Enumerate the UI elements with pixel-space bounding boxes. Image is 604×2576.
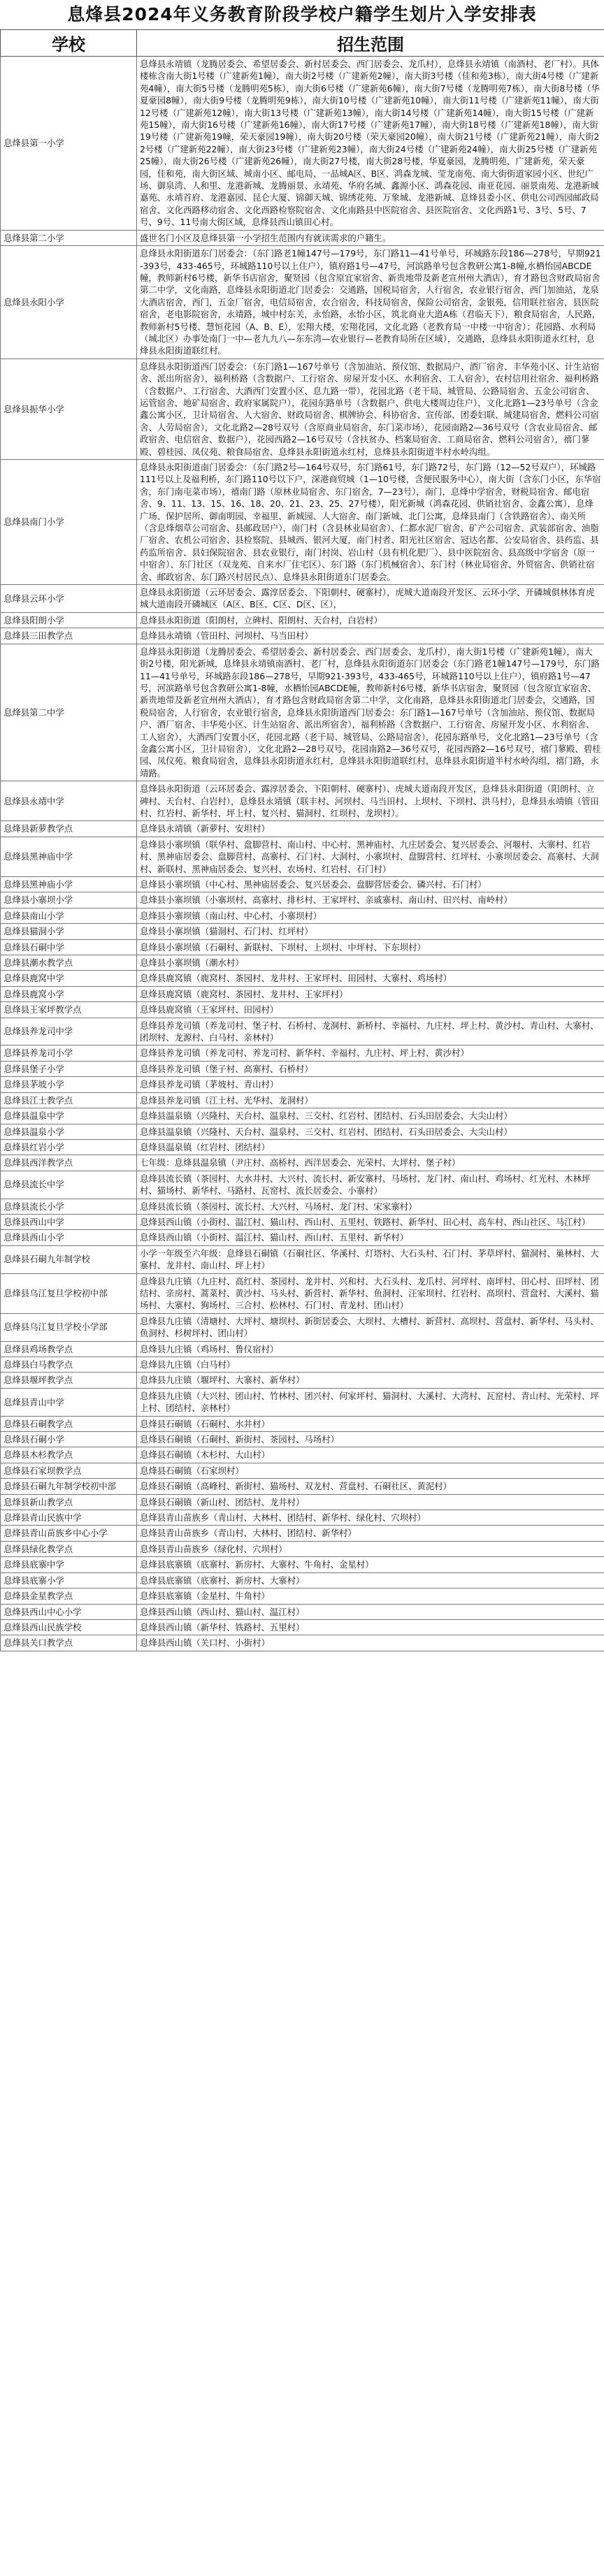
- school-name: 息烽县石硐教学点: [1, 1416, 137, 1431]
- table-row: [1, 1463, 604, 1478]
- school-name: 息烽县温泉中学: [1, 1108, 137, 1124]
- table-row: [1, 644, 604, 781]
- school-name: 息烽县红岩小学: [1, 1139, 137, 1155]
- school-name: 息烽县关口教学点: [1, 1635, 137, 1651]
- school-name: 息烽县猫洞小学: [1, 924, 137, 939]
- school-name: 息烽县流长中学: [1, 1171, 137, 1199]
- enrollment-area: 息烽县九庄镇（清塘村、大坪村、塘坝村、新街居委会、大坝村、大槽村、新营村、高坝村、营盘村、新华村、马头村、鱼洞村、杉树坪村、团山村）: [137, 1313, 604, 1341]
- school-name: 息烽县振华小学: [1, 359, 137, 459]
- enrollment-area: 息烽县永阳街道（云环居委会、露淳居委会、下阳朝村、硬寨村），虎城大道南段开发区、云环小学、开磷城俱林体育虎城大道南段开磷城区（A区、B区、C区、D区、区），: [137, 585, 604, 613]
- table-row: [1, 1341, 604, 1356]
- school-name: 息烽县云环小学: [1, 585, 137, 613]
- enrollment-area: 小学一年级至六年级：息烽县石硐镇（石硐社区、华溪村、灯塔村、大石头村、石门村、茅草坪村、猫洞村、巢林村、大寨村、龙井村、南山村、坪上村）: [137, 1245, 604, 1273]
- school-name: 息烽县新萝教学点: [1, 821, 137, 837]
- table-row: [1, 1635, 604, 1651]
- table-row: [1, 1572, 604, 1588]
- table-row: [1, 1373, 604, 1388]
- enrollment-area: 息烽县温泉镇（兴隆村、天台村、温泉村、三交村、红岩村、团结村、石头田居委会、大尖山村）: [137, 1108, 604, 1124]
- enrollment-area: 息烽县养龙司镇（养龙司村、堡子村、石桥村、龙洞村、新桥村、幸福村、九庄村、坪上村、黄沙村、青山村、大寨村、团坝村、龙源村、白马村、亲林村）: [137, 1018, 604, 1045]
- enrollment-area: 息烽县养龙司镇（江土村、光华村、龙洞村）: [137, 1092, 604, 1108]
- table-row: [1, 1273, 604, 1313]
- table-row: [1, 460, 604, 585]
- table-row: [1, 986, 604, 1001]
- enrollment-area: 息烽县永阳街道南门居委会：（东门路2号—164号双号，东门路61号，东门路72号，东门路（12—52号双户），环城路111号以上及福利桥，东门路110号以下户，深港商贸城（1—10号楼，含便民服务中心），南大街（含东门小区，东华宿舍，东门南屯菜市场），禧南门路（原林业局宿舍、东门宿舍，7—23号），南门，息烽中学宿舍，财税局宿舍、邮电宿舍、9、11、13、15、16、18、20、21、23、25、27号楼），阳光新城（鸿森花园、供销社宿舍、金鑫公寓），息烽广场、保护居所、御南明园、幸福里、新城园、人大宿舍、南门新城、北门公寓，息烽县南门（含铁路宿舍）、南关所（含息烽烟草公司宿舍、县邮政居户），南门村（含县林业局宿舍）、仁都水泥厂宿舍、矿产公司宿舍、武装部宿舍、油脂厂宿舍、农机公司宿舍、县检察院、县城西、银河大厦，南门村者、阳光社区宿舍、冠达名都、公安局宿舍、县药监、县药监所宿舍、县妇保院宿舍、县农业银行，南门村岗、岩山村（县有机化肥厂）、县中医院宿舍、县高级中学宿舍（原一中宿舍）、东门社区（双龙苑、自来水厂住宅区）、东门路（东门机械宿舍）、东门村（林业局宿舍、外贸宿舍、供销社宿舍、邮政宿舍、东门路兴村居民点）、息烽县永阳街道东门居委会。: [137, 460, 604, 585]
- enrollment-area: 七年级：息烽县温泉镇（尹庄村、高桥村、西洋居委会、光荣村、大坪村、堡子村）: [137, 1155, 604, 1171]
- table-row: [1, 1061, 604, 1076]
- enrollment-area: 息烽县石硐镇（石家坝村）: [137, 1463, 604, 1478]
- enrollment-area: 息烽县鹿窝镇（鹿窝村、茶园村、龙井村、王家坪村）: [137, 986, 604, 1001]
- enrollment-area: 息烽县小寨坝镇（中心村、黑神庙居委会、复兴居委会、盘脚营居委会、磷兴村、石门村）: [137, 877, 604, 892]
- school-name: 息烽县小寨坝小学: [1, 892, 137, 908]
- school-name: 息烽县第二小学: [1, 230, 137, 245]
- enrollment-area: 息烽县底寨镇（金星村、牛角村）: [137, 1589, 604, 1604]
- enrollment-area: 盛世名门小区及息烽县第一小学招生范围内有就读需求的户籍生。: [137, 230, 604, 245]
- table-row: [1, 1313, 604, 1341]
- school-name: 息烽县石硐九年制学校: [1, 1245, 137, 1273]
- table-row: [1, 585, 604, 613]
- enrollment-area: 息烽县流长镇（茶园村、大水井村、大兴村、流长村、新安寨村、马场村、龙门村、南山村、鸡场村、红光村、木林坪村、猫场村、新华村、马路村、瓦窑村、流长居委会、小寨村）: [137, 1171, 604, 1199]
- school-name: 息烽县木杉教学点: [1, 1447, 137, 1463]
- enrollment-area: 息烽县石硐镇（石硐村、新街村、茶园村、马场村）: [137, 1432, 604, 1447]
- enrollment-area: 息烽县九庄镇（堰坪村、大寨村、新华村）: [137, 1373, 604, 1388]
- table-row: [1, 971, 604, 986]
- school-name: 息烽县西山民族学校: [1, 1619, 137, 1635]
- table-row: [1, 628, 604, 644]
- school-name: 息烽县石家坝教学点: [1, 1463, 137, 1478]
- table-row: [1, 955, 604, 971]
- school-name: 息烽县鹿窝中学: [1, 971, 137, 986]
- table-row: [1, 1619, 604, 1635]
- enrollment-area: 息烽县养龙司镇（茅坡村、青山村）: [137, 1077, 604, 1092]
- enrollment-area: 息烽县底寨镇（底寨村、新房村、大寨村）: [137, 1572, 604, 1588]
- table-row: [1, 1018, 604, 1045]
- enrollment-area: 息烽县九庄镇（大兴村、团山村、竹林村、团兴村、何家坪村、猫洞村、大溪村、大湾村、瓦窑村、青山村、光荣村、坪上村、团结村、亲林村）: [137, 1388, 604, 1416]
- enrollment-area: 息烽县养龙司镇（养龙司村、养龙司村、新华村、幸福村、九庄村、坪上村、黄沙村）: [137, 1045, 604, 1061]
- school-name: 息烽县永阳小学: [1, 246, 137, 359]
- school-name: 息烽县养龙司小学: [1, 1045, 137, 1061]
- table-row: [1, 821, 604, 837]
- enrollment-area: 息烽县小寨坝镇（南山村、中心村、小寨坝村）: [137, 908, 604, 923]
- school-name: 息烽县石硐九年制学校初中部: [1, 1479, 137, 1494]
- enrollment-table: [0, 29, 604, 1651]
- school-name: 息烽县西山中学: [1, 1214, 137, 1229]
- enrollment-area: 息烽县温泉镇（兴隆村、天台村、温泉村、三交村、红岩村、团结村、石头田居委会、大尖山村）: [137, 1124, 604, 1139]
- table-row: [1, 1510, 604, 1526]
- enrollment-area: 息烽县西山镇（关口村、小街村）: [137, 1635, 604, 1651]
- enrollment-area: 息烽县石硐镇（高峰村、新街村、猫场村、双龙村、营盘村、石硐社区、黄泥村）: [137, 1479, 604, 1494]
- enrollment-area: 息烽县小寨坝镇（联华村、盘脚营村、南山村、中心村、黑神庙村、九庄居委会、复兴居委会、河堰村、大寨村、红岩村、黑神庙居委会、盘脚营村、高寨村、石门村、大洞村、小寨坝村、盘脚营村、红坪村、小寨坝居委会、高寨村、大洞村、新联村、黑神庙居委会、复兴村、农场村、红岩村、石门村）: [137, 837, 604, 876]
- table-row: [1, 1494, 604, 1510]
- enrollment-area: 息烽县小寨坝镇（小寨坝村、高寨村、排杉村、王家坪村、亲戚寨村、南山村、田兴村、南岭村）: [137, 892, 604, 908]
- table-row: [1, 1526, 604, 1541]
- school-name: 息烽县西洋教学点: [1, 1155, 137, 1171]
- enrollment-area: 息烽县石硐镇（新山村、团结村、龙井村）: [137, 1494, 604, 1510]
- school-name: 息烽县堰坪教学点: [1, 1373, 137, 1388]
- school-name: 息烽县江土教学点: [1, 1092, 137, 1108]
- table-row: [1, 1357, 604, 1373]
- school-name: 息烽县永靖中学: [1, 781, 137, 821]
- enrollment-area: 息烽县温泉镇（红岩村、团结村）: [137, 1139, 604, 1155]
- school-name: 息烽县新山教学点: [1, 1494, 137, 1510]
- enrollment-area: 息烽县流长镇（茶园村、流长村、大兴村、马场村、龙门村、宋家寨村）: [137, 1199, 604, 1214]
- table-row: [1, 246, 604, 359]
- table-row: [1, 1230, 604, 1245]
- table-row: [1, 1416, 604, 1431]
- enrollment-area: 息烽县小寨坝镇（潮水村）: [137, 955, 604, 971]
- enrollment-area: 息烽县永靖镇（管田村、河坝村、马当田村）: [137, 628, 604, 644]
- enrollment-area: 息烽县西山镇（西山村、猫山村、温江村）: [137, 1604, 604, 1619]
- enrollment-area: 息烽县青山苗族乡（青山村、大林村、团结村、新华村）: [137, 1526, 604, 1541]
- school-name: 息烽县养龙司中学: [1, 1018, 137, 1045]
- school-name: 息烽县乌江复旦学校初中部: [1, 1273, 137, 1313]
- table-row: [1, 1108, 604, 1124]
- table-row: [1, 1199, 604, 1214]
- enrollment-area: 息烽县石硐镇（石硐村、水井村）: [137, 1416, 604, 1431]
- table-row: [1, 1432, 604, 1447]
- school-name: 息烽县第一小学: [1, 57, 137, 231]
- table-row: [1, 1092, 604, 1108]
- enrollment-area: 息烽县鹿窝镇（王家坪村、田园村）: [137, 1002, 604, 1018]
- school-name: 息烽县黑神庙小学: [1, 877, 137, 892]
- header-area: 招生范围: [137, 30, 604, 57]
- table-row: [1, 1557, 604, 1572]
- enrollment-area: 息烽县永阳街道（云环居委会、露淳居委会、下阳朝村、硬寨村）、虎城大道南段开发区，息烽县永阳街道（阳朗村、立碑村、天台村、白岩村），息烽县永靖镇（联丰村、河坝村、马当田村、上坝村、下坝村、洪马村），息烽县永靖镇（管田村、红岩村、新华村、坪上村、复兴村、猫洞村、红坝村、龙坝村）。: [137, 781, 604, 821]
- table-row: [1, 908, 604, 923]
- school-name: 息烽县乌江复旦学校小学部: [1, 1313, 137, 1341]
- school-name: 息烽县鸡场教学点: [1, 1341, 137, 1356]
- enrollment-area: 息烽县青山苗族乡（绿化村、穴坝村）: [137, 1541, 604, 1556]
- table-row: [1, 1479, 604, 1494]
- school-name: 息烽县南门小学: [1, 460, 137, 585]
- school-name: 息烽县黑神庙中学: [1, 837, 137, 876]
- table-row: [1, 1604, 604, 1619]
- table-row: [1, 1447, 604, 1463]
- enrollment-area: 息烽县鹿窝镇（鹿窝村、茶园村、龙井村、王家坪村、田园村、大寨村、鸡场村）: [137, 971, 604, 986]
- school-name: 息烽县西山小学: [1, 1230, 137, 1245]
- enrollment-area: 息烽县西山镇（小街村、温江村、猫山村、西山村、五里村、铁路村、新华村、田心村、高车村、西山社区、马江村）: [137, 1214, 604, 1229]
- table-row: [1, 230, 604, 245]
- table-row: [1, 781, 604, 821]
- table-row: [1, 57, 604, 231]
- school-name: 息烽县底寨小学: [1, 1572, 137, 1588]
- enrollment-area: 息烽县永阳街道（阳朗村，立碑村、阳朗村、天台村，白岩村）: [137, 612, 604, 628]
- header-school: 学校: [1, 30, 137, 57]
- table-row: [1, 1171, 604, 1199]
- table-row: [1, 1002, 604, 1018]
- table-row: [1, 1541, 604, 1556]
- table-row: [1, 939, 604, 955]
- enrollment-area: 息烽县永阳街道东门居委会：（东门路老1幢147号—179号，东门路11—41号单号，环城路东段186—278号，早期921-393号，433-465号，环城路110号以上住户），镇府路1号—47号，河滨路单号包含教研公寓1-8幢,水栖怡园ABCDE幢，教师新村6号楼，新华书店宿舍，聚贤园（包含原宜家宿舍、新贵地带及新老宣州州大酒店），育才路包含财政局宿舍第二中学，文化南路，息烽县永阳街道北门居委会：交通路，国税局宿舍，人行宿舍，农业银行宿舍，西门加油站，龙泉大酒店宿舍，西门，五金厂宿舍，电信局宿舍，农合宿舍，科技局宿舍，保险公司宿舍，金银苑，信用联社宿舍，县医院宿舍，老电影院宿舍，永靖路，城中村东关，永怡路，永怡小区，筑北商业大道A栋（君临天下），粮食局宿舍，人民路，教师新村5号楼、慧恒花园（A、B、E），宏翔大楼，宏翔花园，文化北路（老教育局一中楼一中宿舍）；花园路、水利局（城北区）办事处南门一中—老九九八—东东湾—农业银行—老教育局所在区域），交通路，息烽县永阳街道永红村，息烽县永阳街道联红村。: [137, 246, 604, 359]
- table-row: [1, 877, 604, 892]
- school-name: 息烽县茅坡小学: [1, 1077, 137, 1092]
- table-row: [1, 1155, 604, 1171]
- school-name: 息烽县石硐小学: [1, 1432, 137, 1447]
- school-name: 息烽县潮水教学点: [1, 955, 137, 971]
- school-name: 息烽县阳朗小学: [1, 612, 137, 628]
- table-row: [1, 892, 604, 908]
- school-name: 息烽县绿化教学点: [1, 1541, 137, 1556]
- school-name: 息烽县金星教学点: [1, 1589, 137, 1604]
- enrollment-area: 息烽县九庄镇（九庄村、高红村、茶园村、龙井村、兴和村、大石头村、龙爪村、河坪村、南坪村、田心村、田坪村、团结村、亲房村、蒿菜村、黄沙村、马头村、新营村、新华村、鱼洞村、汪家坝村、红岩村、高坝村、营盘村、大溪村、猫场村、大寨村、狗场村、三合村、松林村、石门村、青龙村、团山村）: [137, 1273, 604, 1313]
- school-name: 息烽县温泉小学: [1, 1124, 137, 1139]
- school-name: 息烽县鹿窝小学: [1, 986, 137, 1001]
- school-name: 息烽县堡子小学: [1, 1061, 137, 1076]
- table-row: [1, 359, 604, 459]
- table-row: [1, 924, 604, 939]
- enrollment-area: 息烽县石硐镇（木杉村、大山村）: [137, 1447, 604, 1463]
- table-row: [1, 1045, 604, 1061]
- table-row: [1, 612, 604, 628]
- table-row: [1, 1245, 604, 1273]
- enrollment-area: 息烽县小寨坝镇（猫洞村、石门村、红坪村）: [137, 924, 604, 939]
- school-name: 息烽县王家坪教学点: [1, 1002, 137, 1018]
- enrollment-area: 息烽县青山苗族乡（青山村、大林村、团结村、新华村、绿化村、穴坝村）: [137, 1510, 604, 1526]
- enrollment-area: 息烽县底寨镇（底寨村、新房村、大寨村、牛角村、金星村）: [137, 1557, 604, 1572]
- enrollment-area: 息烽县永靖镇（龙腾居委会、希望居委会、新村居委会、西门居委会、龙爪村），息烽县永靖镇（南酒村、老厂村）。具体楼栋含南大街1号楼（广建新苑1幢），南大街2号楼（广建新苑2幢），南大街3号楼（佳和苑3栋），南大街4号楼（广建新苑4幢），南大街5号楼（龙腾明苑5栋），南大街6号楼（广建新苑6幢），南大街7号楼（龙腾明苑7栋），南大街8号楼（华夏豪园8幢），南大街9号楼（龙腾明苑9栋），南大街10号楼（广建新苑10幢），南大街11号楼（广建新苑11幢），南大街12号楼（广建新苑12幢），南大街13号楼（广建新苑13幢），南大街14号楼（广建新苑14幢），南大街15号楼（广建新苑15幢），南大街16号楼（广建新苑16幢），南大街17号楼（广建新苑17幢），南大街18号楼（广建新苑18幢），南大街19号楼（广建新苑19幢，荣天豪园19幢），南大街20号楼（荣天豪园20幢），南大街21号楼（广建新苑21幢），南大街22号楼（广建新苑22幢），南大街23号楼（广建新苑23幢），南大街24号楼（广建新苑24幢），南大街25号楼（广建新苑25幢），南大街26号楼（广建新苑26幢），南大街27号楼，南大街28号楼，华夏豪园，龙腾明苑，广建新苑，荣天豪园，佳和苑，南大街区域、城南小区、邮电局、一品城A区、B区、鸿森龙城、莹龙南苑、南大街街道家园小区、世纪广场、御泉湾、人和里、龙港新城、龙腾丽景、永靖苑、华府名城、鑫源小区、鸿森花园、南亚花园、丽景南苑、龙港新城嘉苑、永靖首府、龙港嘉园、昆仑大厦、锦御天城、锦绣花苑、万象城、龙港新城、息烽县委小区、供电公司西园邮政局宿舍、文化西路移动宿舍、文化西路检察院宿舍、文化南路县中医院宿舍、县医院宿舍、文化西路1号、3号、5号、7号、9号、11号南大街区域，息烽县西山镇田心村。: [137, 57, 604, 231]
- table-row: [1, 1388, 604, 1416]
- table-header-row: [1, 30, 604, 57]
- school-name: 息烽县西山中心小学: [1, 1604, 137, 1619]
- enrollment-area: 息烽县西山镇（小街村、温江村、猫山村、西山村、五里村、新华村）: [137, 1230, 604, 1245]
- enrollment-area: 息烽县西山镇（新华村、铁路村、五里村）: [137, 1619, 604, 1635]
- page-title: 息烽县2024年义务教育阶段学校户籍学生划片入学安排表: [67, 4, 537, 24]
- school-name: 息烽县青山中学: [1, 1388, 137, 1416]
- school-name: 息烽县青山苗族乡中心小学: [1, 1526, 137, 1541]
- school-name: 息烽县第二中学: [1, 644, 137, 781]
- enrollment-area: 息烽县小寨坝镇（石硐村、新联村、下坝村、上坝村、中坪村、下东坝村）: [137, 939, 604, 955]
- enrollment-area: 息烽县永阳街道西门居委会：（东门路1—167号单号（含加油站、预仪馆、数据局户、酒厂宿舍、丰华苑小区、计生站宿舍、派出所宿舍），福利桥路（含数据户、工行宿舍、房屋开发小区、水利宿舍、工人宿舍），农村信用社宿舍、福利桥路（含数据户、工行宿舍、大酒西门安置小区、息九路一带），花园北路（老干局、城管局、公路局宿舍、五金公司宿舍、运管宿舍、地矿局宿舍、政府家属院户），花园东路单号（含数据户、供电大楼周边住户），文化北路1—23号单号（含金鑫公寓小区，卫计局宿舍、人大宿舍、财政局宿舍、棋牌协会、科协宿舍、宣传部、团委妇联、城建局宿舍、燃料公司宿舍、人劳局宿舍），文化北路2—28号双号（含原商业局宿舍，东门菜市场），花园南路2—36号双号（含农业局宿舍、邮政宿舍、电信宿舍、数据户），花园西路2—16号双号（含扶贫办、档案局宿舍、工商局宿舍、燃料公司宿舍），禧门蓼殿、碧桂园、凤仪苑、粮食局宿舍、息烽县永阳街道永红村，息烽县永阳街道半村水岭沟组。: [137, 359, 604, 459]
- table-row: [1, 1124, 604, 1139]
- school-name: 息烽县流长小学: [1, 1199, 137, 1214]
- table-row: [1, 1139, 604, 1155]
- enrollment-area: 息烽县永靖镇（新萝村、安坦村）: [137, 821, 604, 837]
- school-name: 息烽县青山民族中学: [1, 1510, 137, 1526]
- school-name: 息烽县白马教学点: [1, 1357, 137, 1373]
- school-name: 息烽县三田教学点: [1, 628, 137, 644]
- school-name: 息烽县底寨中学: [1, 1557, 137, 1572]
- table-row: [1, 837, 604, 876]
- enrollment-area: 息烽县永阳街道（龙腾居委会、希望居委会、新村居委会、西门居委会、龙爪村），南大街1号楼（广建新苑1幢），南大街2号楼，阳光新城，息烽县永靖镇南酒村、老厂村，息烽县永阳街道东门居委会（东门路老1幢147号—179号，东门路11—41号单号，环城路东段186—278号，早期921-393号，433-465号，环城路110号以上住户），镇府路1号—47号，河滨路单号包含教研公寓1-8幢，水栖怡园ABCDE幢，教师新村6号楼，新华书店宿舍，聚贤园（包含原宜家宿舍、新贵地带及新老宣州州大酒店），育才路包含财政局宿舍第二中学，文化南路，息烽县永阳街道北门居委会，交通路，国税局宿舍，人行宿舍，农业银行宿舍，息烽县永阳街道西门居委会：东门路1—167号单号（含加油站、预仪馆、数据局户、酒厂宿舍、丰华苑小区、计生站宿舍、派出所宿舍），福利桥路（含数据户、工行宿舍、房屋开发小区、水利宿舍、工人宿舍），大酒西门安置小区，花园北路（老干局、城管局、公路局宿舍），花园东路单号，文化北路1—23号单号（含金鑫公寓小区，卫计局宿舍），文化北路2—28号双号，花园南路2—36号双号，花园西路2—16号双号，禧门蓼殿、碧桂园、凤仪苑、粮食局宿舍，息烽县永阳街道永红村，息烽县永阳街道联红村，息烽县永阳街道半村水岭沟组，禧门路，永靖路。: [137, 644, 604, 781]
- table-row: [1, 1077, 604, 1092]
- enrollment-area: 息烽县九庄镇（白马村）: [137, 1357, 604, 1373]
- table-row: [1, 1214, 604, 1229]
- school-name: 息烽县石硐中学: [1, 939, 137, 955]
- enrollment-area: 息烽县九庄镇（鸡场村、鲁仪宿村）: [137, 1341, 604, 1356]
- school-name: 息烽县南山小学: [1, 908, 137, 923]
- enrollment-area: 息烽县养龙司镇（堡子村、高寨村、石桥村）: [137, 1061, 604, 1076]
- table-row: [1, 1589, 604, 1604]
